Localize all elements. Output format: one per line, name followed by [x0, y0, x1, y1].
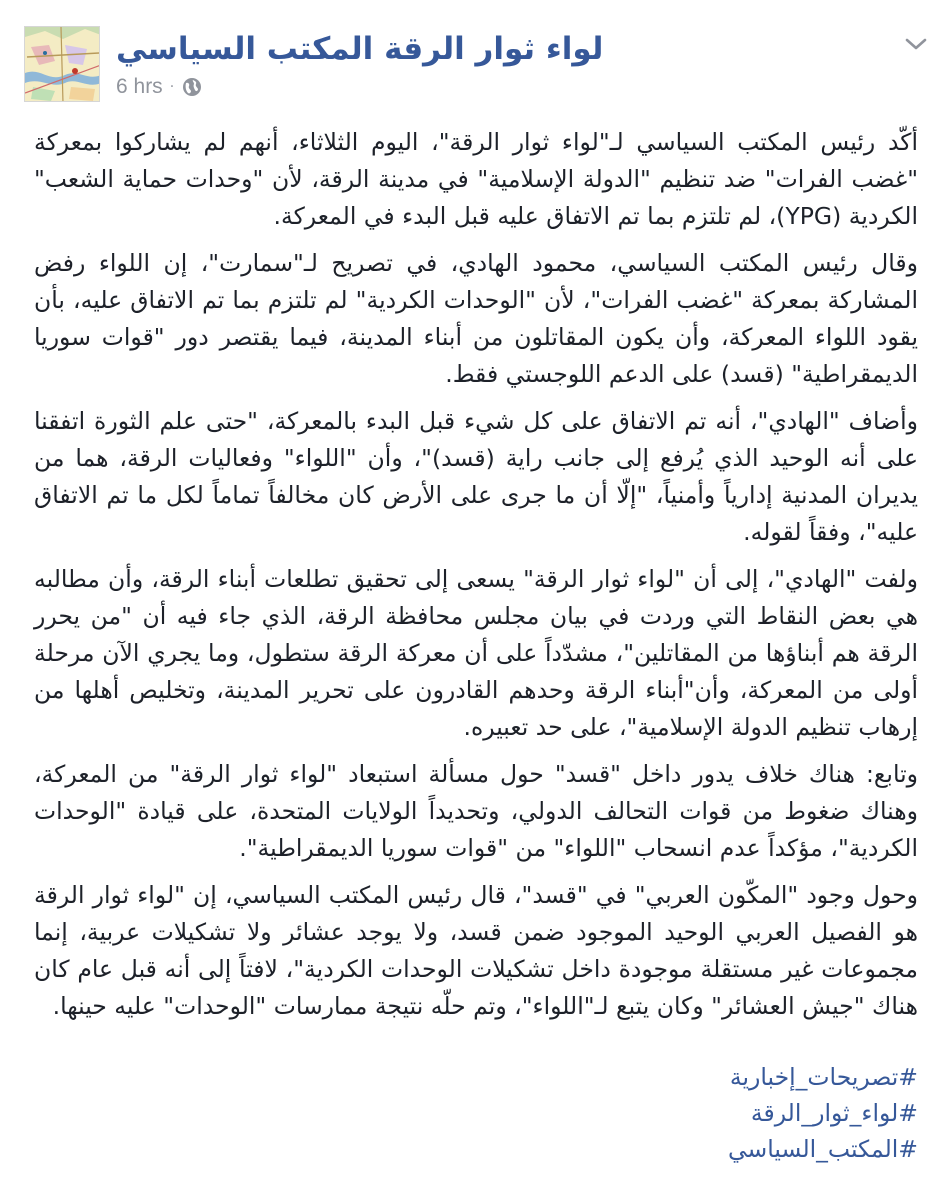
post-timestamp[interactable]: 6 hrs: [116, 75, 163, 98]
post-paragraph: وأضاف "الهادي"، أنه تم الاتفاق على كل شيء قبل البدء بالمعركة، "حتى علم الثورة اتفقنا على أنه الوحيد الذي يُرفع إلى جانب راية (قسد)"، وأن "اللواء" وفعاليات الرقة، هما من يديران المدنية إدارياً وأمنياً، "إلّا أن ما جرى على الأرض كان مخالفاً تماماً لكل ما تم الاتفاق عليه"، وفقاً لقوله.: [34, 407, 918, 546]
post-paragraph: وقال رئيس المكتب السياسي، محمود الهادي، في تصريح لـ"سمارت"، إن اللواء رفض المشاركة بمعركة "غضب الفرات"، لأن "الوحدات الكردية" لم تلتزم بما تم الاتفاق عليه، بأن يقود اللواء المعركة، وأن يكون المقاتلون من أبناء المدينة، فيما يقتصر دور "قوات سوريا الديمقراطية" (قسد) على الدعم اللوجستي فقط.: [34, 249, 918, 388]
hashtag-link[interactable]: #تصريحات_إخبارية: [729, 1063, 918, 1091]
chevron-down-icon[interactable]: [904, 36, 928, 52]
post-paragraph: أكّد رئيس المكتب السياسي لـ"لواء ثوار الرقة"، اليوم الثلاثاء، أنهم لم يشاركوا بمعركة "غضب الفرات" ضد تنظيم "الدولة الإسلامية" في مدينة الرقة، لأن "وحدات حماية الشعب" الكردية (YPG)، لم تلتزم بما تم الاتفاق عليه قبل البدء في المعركة.: [34, 128, 918, 230]
post-paragraph: وحول وجود "المكّون العربي" في "قسد"، قال رئيس المكتب السياسي، إن "لواء ثوار الرقة هو الفصيل العربي الوحيد الموجود ضمن قسد، ولا يوجد عشائر ولا تشكيلات عربية، إنما مجموعات غير مستقلة موجودة داخل تشكيلات الوحدات الكردية"، لافتاً إلى أنه قبل عام كان هناك "جيش العشائر" وكان يتبع لـ"اللواء"، وتم حلّه نتيجة ممارسات "الوحدات" عليه حينها.: [34, 881, 918, 1020]
post-paragraph: وتابع: هناك خلاف يدور داخل "قسد" حول مسألة استبعاد "لواء ثوار الرقة" من المعركة، وهناك ضغوط من قوات التحالف الدولي، وتحديداً الولايات المتحدة، على قيادة "الوحدات الكردية"، مؤكداً عدم انسحاب "اللواء" من "قوات سوريا الديمقراطية".: [34, 760, 918, 862]
page-avatar[interactable]: [24, 26, 100, 102]
meta-separator: ·: [169, 79, 175, 95]
post-meta: [116, 74, 202, 100]
globe-icon[interactable]: [182, 77, 202, 97]
map-thumbnail-icon: [25, 27, 100, 102]
hashtag-link[interactable]: #المكتب_السياسي: [727, 1135, 918, 1163]
post-paragraph: ولفت "الهادي"، إلى أن "لواء ثوار الرقة" يسعى إلى تحقيق تطلعات أبناء الرقة، وأن مطالبه هي بعض النقاط التي وردت في بيان مجلس محافظة الرقة، الذي جاء فيه أن "من يحرر الرقة هم أبناؤها من المقاتلين"، مشدّداً على أن معركة الرقة ستطول، وما يجري الآن مرحلة أولى من المعركة، وأن"أبناء الرقة وحدهم القادرون على تحرير المدينة، وتخليص أهلها من إرهاب تنظيم الدولة الإسلامية"، على حد تعبيره.: [34, 565, 918, 741]
post-header: [24, 26, 928, 106]
hashtag-link[interactable]: #لواء_ثوار_الرقة: [750, 1099, 918, 1127]
hashtag-list: [34, 1059, 918, 1167]
post-body: [34, 124, 918, 1035]
page-name-link[interactable]: لواء ثوار الرقة المكتب السياسي: [116, 31, 604, 67]
